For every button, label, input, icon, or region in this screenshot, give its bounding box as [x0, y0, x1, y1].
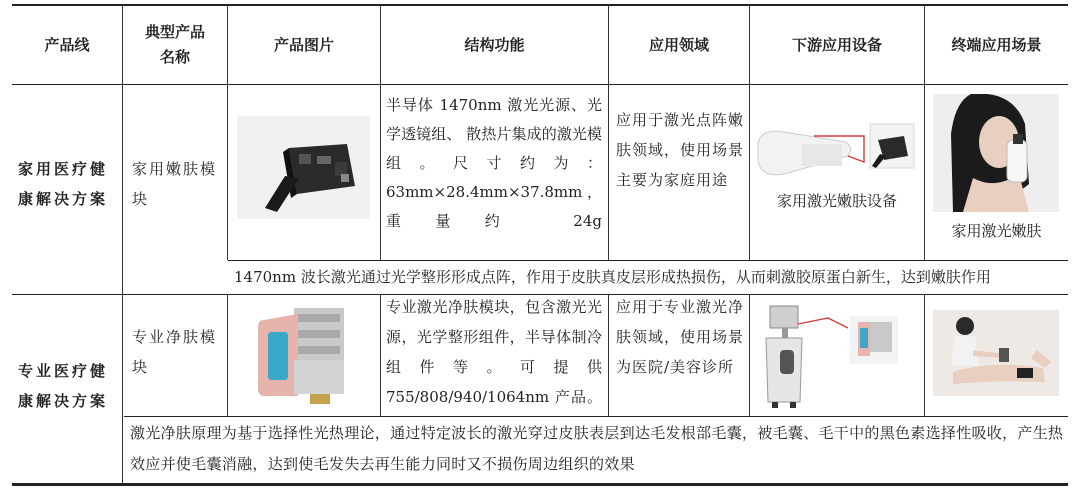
row2-principle-rule	[124, 416, 1068, 417]
header-structure-function: 结构功能	[464, 35, 525, 54]
header-product-line: 产品线	[44, 35, 90, 54]
row1-application-field: 应用于激光点阵嫩肤领域，使用场景主要为家庭用途	[616, 111, 745, 189]
header-end-scene: 终端应用场景	[951, 35, 1042, 54]
row1-end-scene-image	[933, 94, 1059, 212]
row2-product-image	[250, 300, 356, 410]
row1-principle-rule	[228, 260, 1068, 261]
col-sep-3b	[380, 294, 381, 416]
hair-removal-module-image	[250, 300, 356, 410]
row2-principle: 激光净肤原理为基于选择性光热理论，通过特定波长的激光穿过皮肤表层到达毛发根部毛囊，被毛囊、毛干中的黑色素选择性吸收，产生热效应并使毛囊消融，达到使毛发失去再生能力同时又不损伤周边组织的效果	[130, 424, 1064, 473]
woman-using-device-image	[933, 94, 1059, 212]
product-table	[12, 4, 1068, 486]
header-application-field: 应用领域	[648, 35, 709, 54]
row2-end-scene-image	[933, 310, 1059, 396]
professional-laser-device-image	[754, 300, 920, 410]
header-product-image: 产品图片	[273, 35, 334, 54]
home-laser-device-image	[754, 116, 920, 186]
header-downstream-device: 下游应用设备	[791, 35, 882, 54]
row1-end-scene: 家用激光嫩肤	[951, 222, 1042, 240]
row2-structure-function: 专业激光净肤模块，包含激光光源，光学整形组件，半导体制冷 组 件 等 。 可 提 供 755/808/940/1064nm 产品。	[386, 298, 602, 406]
row1-product-line: 家用医疗健康解决方案	[18, 160, 109, 208]
laser-module-image	[237, 116, 370, 219]
col-sep-2b	[227, 294, 228, 416]
col-sep-6b	[924, 294, 925, 416]
header-product-name: 典型产品名称	[144, 23, 205, 66]
row2-downstream-image	[754, 300, 920, 410]
col-sep-4b	[608, 294, 609, 416]
table-bottom-rule	[12, 483, 1068, 486]
row1-product-name: 家用嫩肤模块	[132, 160, 218, 208]
col-sep-5b	[749, 294, 750, 416]
row1-downstream-device: 家用激光嫩肤设备	[776, 192, 897, 210]
row2-product-name: 专业净肤模块	[132, 328, 218, 376]
row1-structure-function: 半导体 1470nm 激光光源、光学透镜组、 散热片集成的激光模组 。 尺 寸 约 为 ： 63mm×28.4mm×37.8mm，重量约 24g	[386, 96, 602, 230]
row2-product-line: 专业医疗健康解决方案	[18, 362, 109, 410]
row2-application-field: 应用于专业激光净肤领域，使用场景为医院/美容诊所	[616, 298, 745, 376]
row1-downstream-image	[754, 116, 920, 186]
row1-product-image	[237, 116, 370, 219]
row1-principle: 1470nm 波长激光通过光学整形形成点阵，作用于皮肤真皮层形成热损伤，从而刺激胶原蛋白新生，达到嫩肤作用	[234, 268, 991, 286]
header-bottom-rule	[12, 84, 1068, 85]
clinic-treatment-image	[933, 310, 1059, 396]
